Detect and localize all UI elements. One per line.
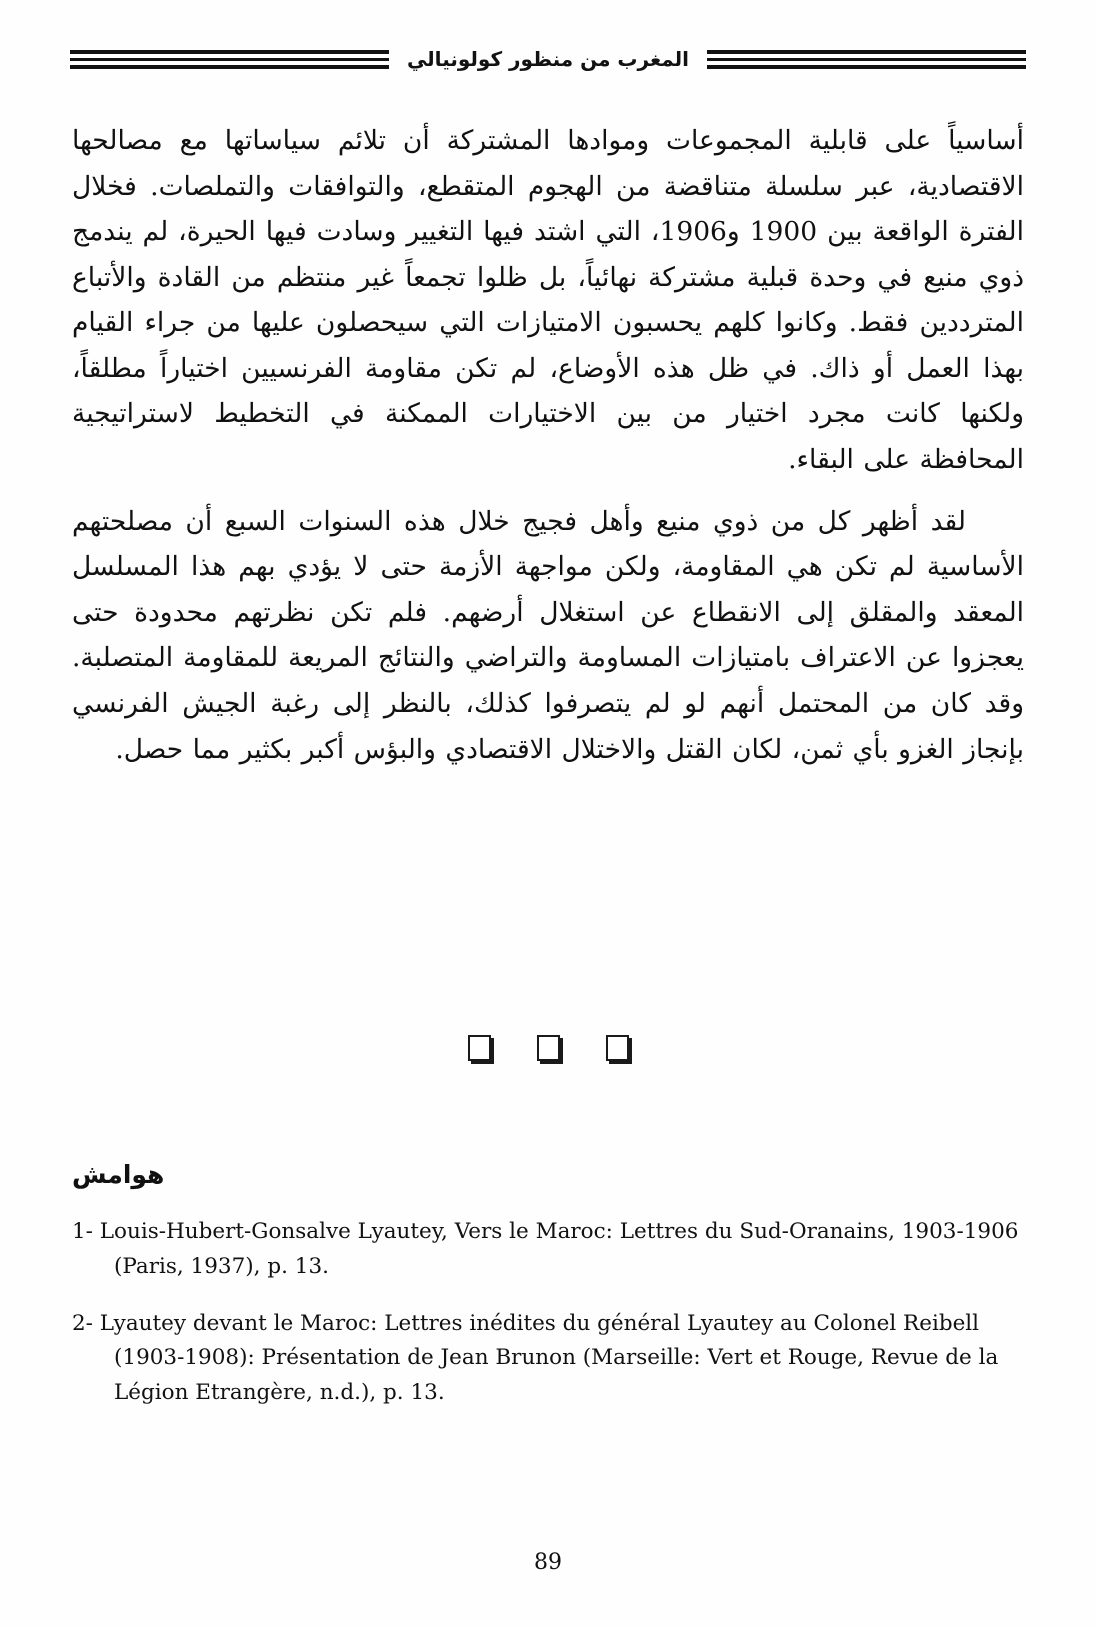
footnotes-section	[72, 1160, 1024, 1433]
square-ornament-icon	[468, 1035, 491, 1061]
header-rule-bar	[707, 65, 1026, 69]
footnote-item: 2- Lyautey devant le Maroc: Lettres inédites du général Lyautey au Colonel Reibell (1903-1908): Présentation de Jean Brunon (Marseille: Vert et Rouge, Revue de la Légion Etrangère, n.d.), p. 13.	[72, 1310, 999, 1406]
page-number: 89	[534, 1550, 562, 1575]
footnote-item: 1- Louis-Hubert-Gonsalve Lyautey, Vers le Maroc: Lettres du Sud-Oranains, 1903-1906 (Paris, 1937), p. 13.	[72, 1219, 1019, 1279]
section-ornament	[0, 1035, 1096, 1061]
header-rule-right	[70, 50, 389, 69]
header-rule-bar	[70, 58, 389, 61]
page-header	[70, 38, 1026, 80]
square-ornament-icon	[537, 1035, 560, 1061]
body-paragraph: أساسياً على قابلية المجموعات وموادها المشتركة أن تلائم سياساتها مع مصالحها الاقتصادية، عبر سلسلة متناقضة من الهجوم المتقطع، والتوافقات والتملصات. فخلال الفترة الواقعة بين 1900 و1906، التي اشتد فيها التغيير وسادت فيها الحيرة، لم يندمج ذوي منيع في وحدة قبلية مشتركة نهائياً، بل ظلوا تجمعاً غير منتظم من القادة والأتباع المترددين فقط. وكانوا كلهم يحسبون الامتيازات التي سيحصلون عليها من جراء القيام بهذا العمل أو ذاك. في ظل هذه الأوضاع، لم تكن مقاومة الفرنسيين اختياراً مطلقاً، ولكنها كانت مجرد اختيار من بين الاختيارات الممكنة في التخطيط لاستراتيجية المحافظة على البقاء.	[72, 125, 1024, 476]
header-rule-bar	[707, 50, 1026, 54]
running-head-title: المغرب من منظور كولونيالي	[406, 47, 690, 71]
body-content	[72, 118, 1024, 774]
header-rule-bar	[70, 50, 389, 54]
header-rule-left	[707, 50, 1026, 69]
header-rule-bar	[70, 65, 389, 69]
square-ornament-icon	[606, 1035, 629, 1061]
footnotes-heading: هوامش	[72, 1160, 165, 1189]
body-paragraph: لقد أظهر كل من ذوي منيع وأهل فجيج خلال هذه السنوات السبع أن مصلحتهم الأساسية لم تكن هي المقاومة، ولكن مواجهة الأزمة حتى لا يؤدي بهم هذا المسلسل المعقد والمقلق إلى الانقطاع عن استغلال أرضهم. فلم تكن نظرتهم محدودة حتى يعجزوا عن الاعتراف بامتيازات المساومة والتراضي والنتائج المريعة للمقاومة المتصلبة. وقد كان من المحتمل أنهم لو لم يتصرفوا كذلك، بالنظر إلى رغبة الجيش الفرنسي بإنجاز الغزو بأي ثمن، لكان القتل والاختلال الاقتصادي والبؤس أكبر بكثير مما حصل.	[72, 505, 1024, 765]
header-rule-bar	[707, 58, 1026, 61]
